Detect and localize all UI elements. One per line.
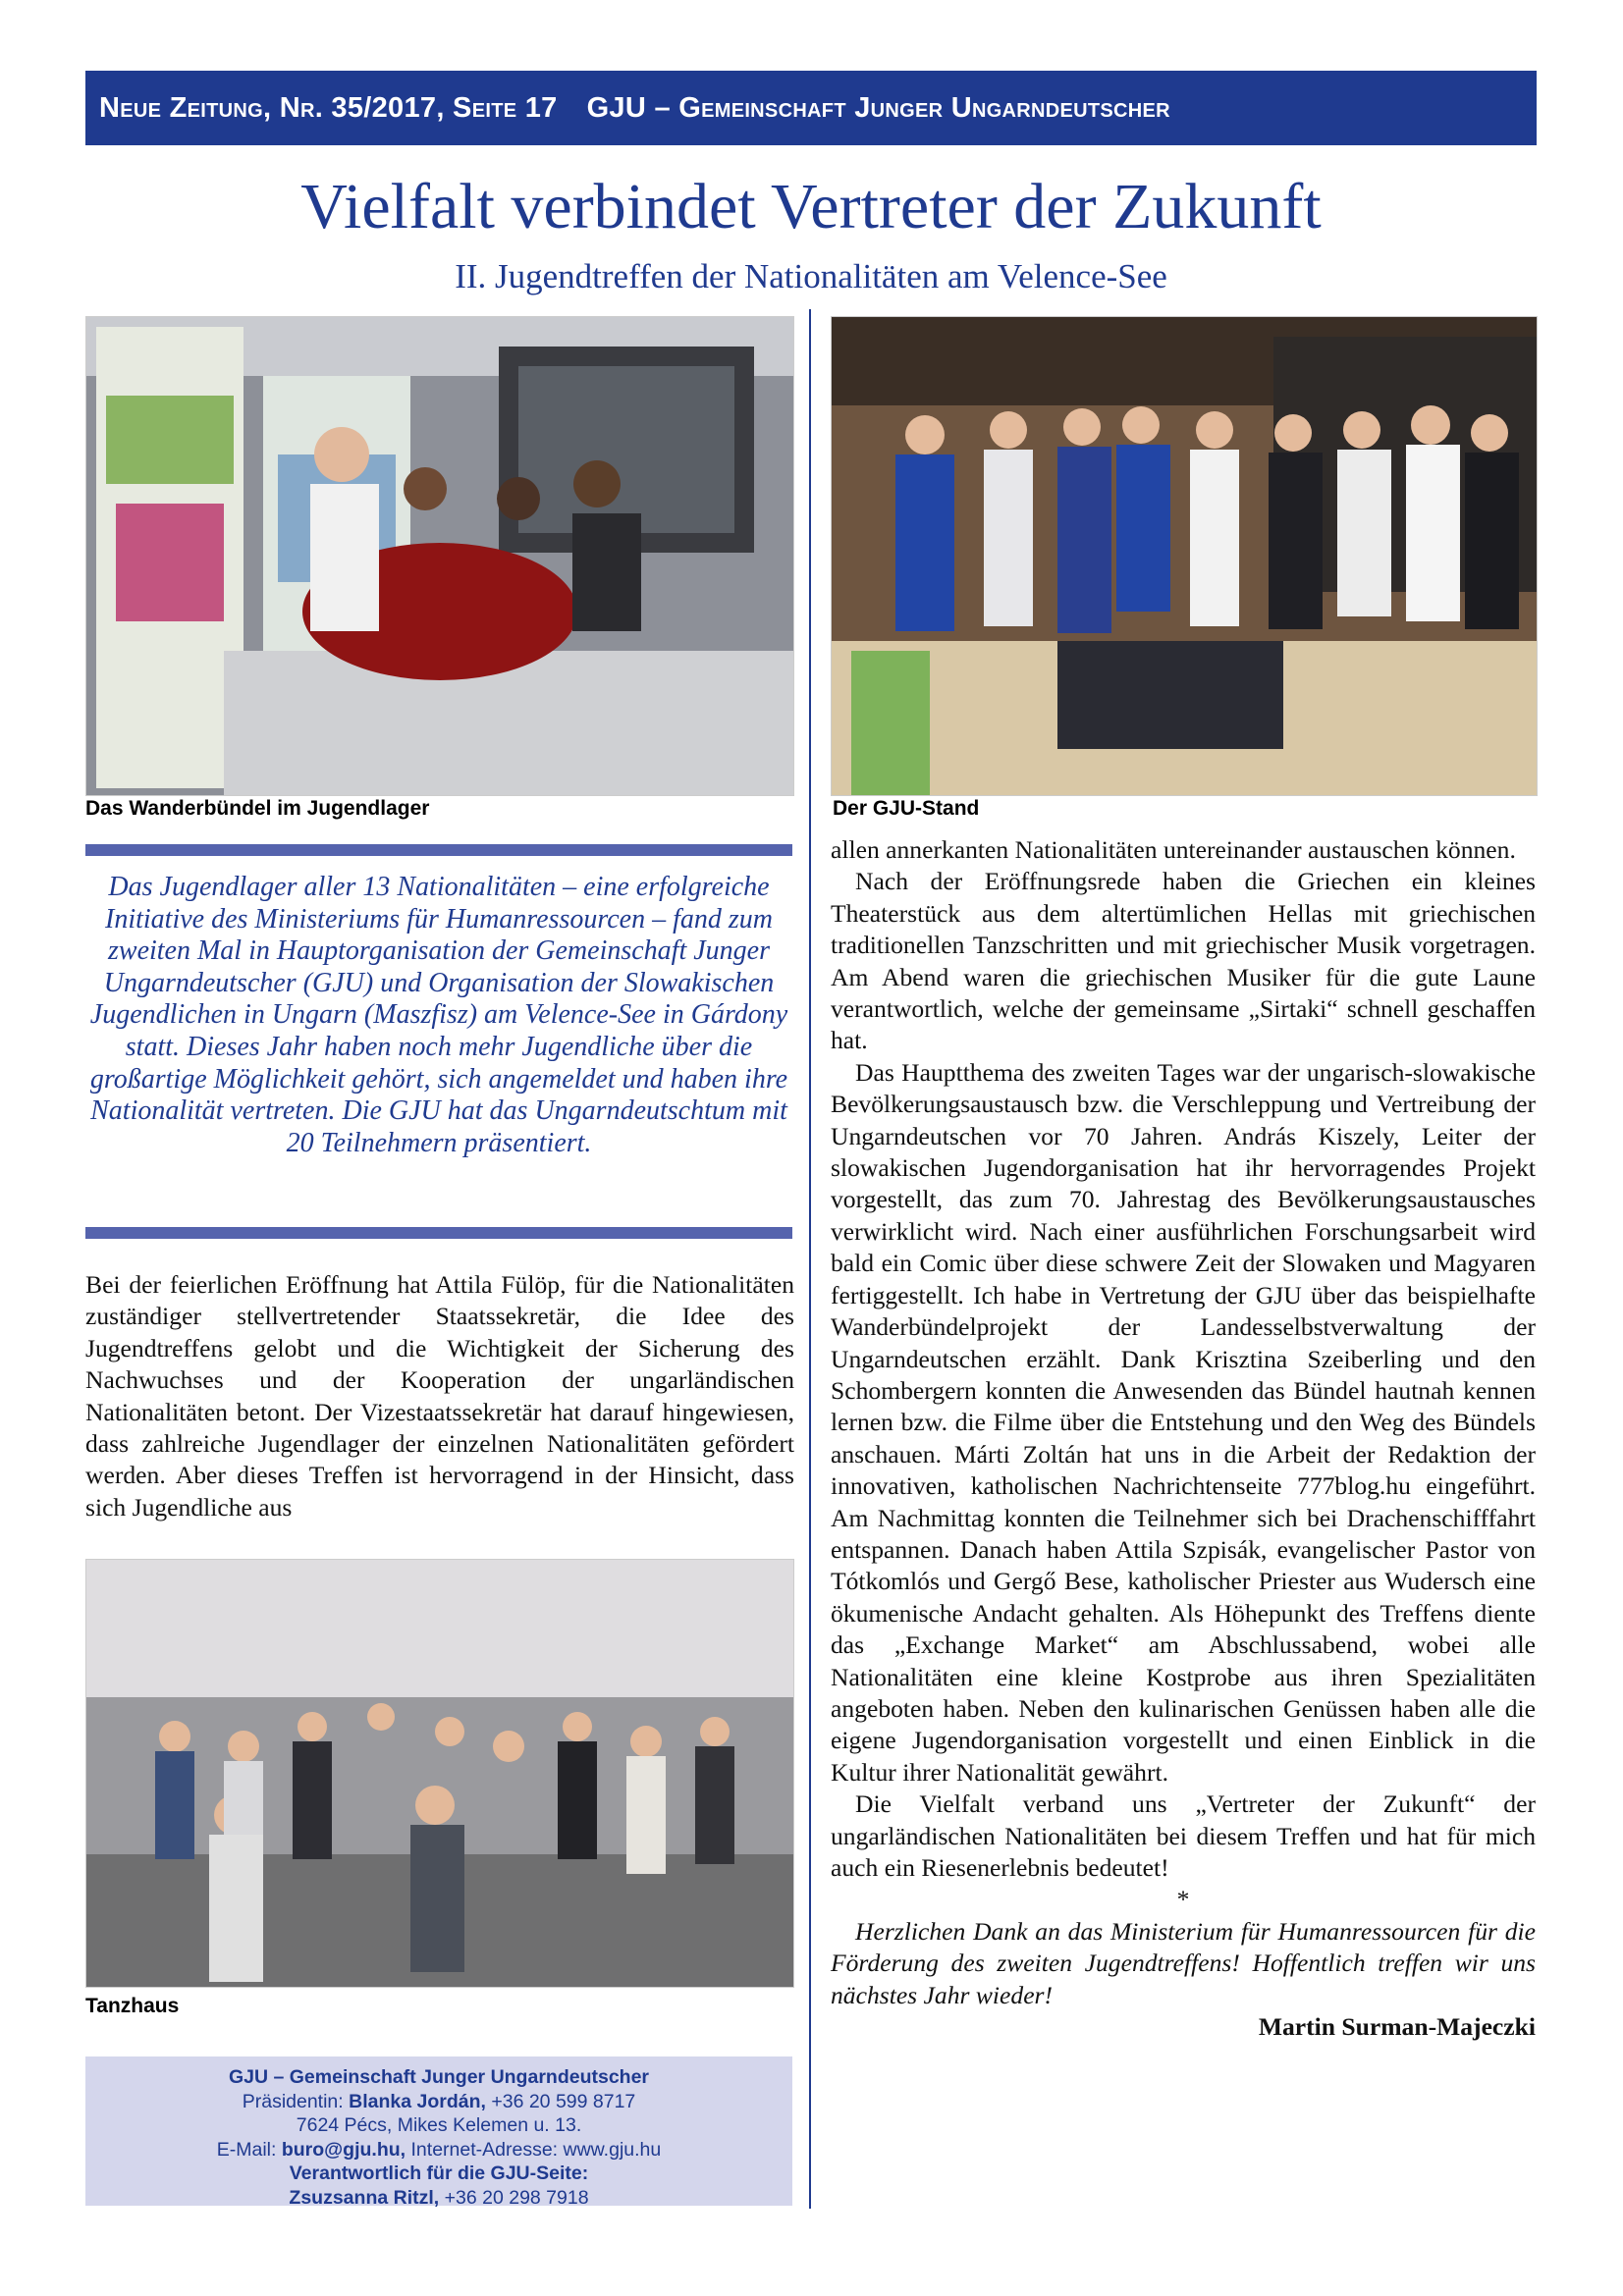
body-right-paragraph-1: Nach der Eröffnungsrede haben die Griechen ein kleines Theaterstück aus dem altertümlichen Hellas mit griechischen traditionellen Tanzschritten und mit griechischer Musik vorgetragen. Am Abend waren die griechischen Musiker für die gute Laune verantwortlich, welche der gemeinsame „Sirtaki“ schnell geschaffen hat. xyxy=(831,867,1536,1055)
page-banner xyxy=(85,71,1537,145)
photo-tanzhaus xyxy=(85,1559,794,1988)
article-headline: Vielfalt verbindet Vertreter der Zukunft xyxy=(300,171,1322,242)
contact-editor-phone: +36 20 298 7918 xyxy=(444,2186,589,2209)
contact-address: 7624 Pécs, Mikes Kelemen u. 13. xyxy=(296,2114,582,2136)
body-right-paragraph-2: Das Hauptthema des zweiten Tages war der ungarisch-slowakische Bevölkerungsaustausch bzw. die Verschleppung und Vertreibung der Ungarndeutschen vor 70 Jahren. András Kiszely, Leiter der slowakischen Jugendorganisation hat ihr hervorragendes Projekt vorgestellt, das zum 70. Jahrestag des Bevölkerungsaustausches verwirklicht wird. Nach einer ausführlichen Forschungsarbeit wird bald ein Comic über diese schwere Zeit der Slowaken und Magyaren fertiggestellt. Ich habe in Vertretung der GJU über das beispielhafte Wanderbündelprojekt der Landesselbstverwaltung der Ungarndeutschen erzählt. Dank Krisztina Szeiberling und den Schombergern konnten die Anwesenden das Bündel hautnah kennen lernen bzw. die Filme über die Entstehung und den Weg des Bündels anschauen. Márti Zoltán hat uns in die Arbeit der Redaktion der innovativen, katholischen Nachrichtenseite 777blog.hu eingeführt. Am Nachmittag konnten die Teilnehmer sich bei Drachenschifffahrt entspannen. Danach haben Attila Szpisák, evangelischer Pastor von Tótkomlós und Gergő Bese, katholischer Priester aus Wudersch eine ökumenische Andacht gehalten. Als Höhepunkt des Treffens diente das „Exchange Market“ am Abschlussabend, wobei alle Nationalitäten eine kleine Kostprobe aus ihren Spezialitäten angeboten haben. Neben den kulinarischen Genüssen haben alle die eigene Jugendorganisation vorgestellt und einen Einblick in die Kultur ihrer Nationalität gewährt. xyxy=(831,1057,1536,1787)
photo-caption-gju-stand: Der GJU-Stand xyxy=(833,797,980,820)
photo-caption-wanderbuendel: Das Wanderbündel im Jugendlager xyxy=(85,797,430,820)
section-separator-star: * xyxy=(1176,1885,1190,1914)
photo-wanderbuendel xyxy=(85,316,794,796)
thanks-paragraph: Herzlichen Dank an das Ministerium für Humanressourcen für die Förderung des zweiten Jugendtreffens! Hoffentlich treffen wir uns nächstes Jahr wieder! xyxy=(831,1916,1536,2009)
author-signature: Martin Surman-Majeczki xyxy=(1258,2012,1536,2042)
lead-top-rule xyxy=(85,844,792,856)
photo-gju-stand xyxy=(831,316,1538,796)
body-right-paragraph-0: allen annerkanten Nationalitäten untereinander austauschen können. xyxy=(831,835,1516,864)
banner-section: GJU – Gemeinschaft Junger Ungarndeutscher xyxy=(586,91,1170,124)
contact-email: buro@gju.hu, xyxy=(281,2138,406,2161)
lead-paragraph: Das Jugendlager aller 13 Nationalitäten – eine erfolgreiche Initiative des Ministeriums für Humanressourcen – fand zum zweiten Mal in Hauptorganisation der Gemeinschaft Junger Ungarndeutscher (GJU) und Organisation der Slowakischen Jugendlichen in Ungarn (Maszfisz) am Velence-See in Gárdony statt. Dieses Jahr haben noch mehr Jugendliche über die großartige Möglichkeit gehört, sich angemeldet und haben ihre Nationalität vertreten. Die GJU hat das Ungarndeutschtum mit 20 Teilnehmern präsentiert. xyxy=(89,872,788,1158)
contact-president-name: Blanka Jordán, xyxy=(349,2090,486,2112)
contact-org-title: GJU – Gemeinschaft Junger Ungarndeutscher xyxy=(228,2066,650,2088)
photo-caption-tanzhaus: Tanzhaus xyxy=(85,1995,180,2017)
contact-editor-name: Zsuzsanna Ritzl, xyxy=(289,2186,440,2209)
lead-bottom-rule xyxy=(85,1227,792,1239)
gju-contact-box xyxy=(85,2056,792,2209)
banner-issue: Neue Zeitung, Nr. 35/2017, Seite 17 xyxy=(99,91,558,124)
article-subheadline: II. Jugendtreffen der Nationalitäten am Velence-See xyxy=(455,257,1167,295)
contact-website: Internet-Adresse: www.gju.hu xyxy=(410,2138,662,2161)
contact-president-phone: +36 20 599 8717 xyxy=(491,2090,636,2112)
contact-email-label: E-Mail: xyxy=(216,2138,277,2161)
body-right-paragraph-3: Die Vielfalt verband uns „Vertreter der Zukunft“ der ungarländischen Nationalitäten bei diesem Treffen und hat für mich auch ein Riesenerlebnis bedeutet! xyxy=(831,1789,1536,1882)
body-left-paragraph: Bei der feierlichen Eröffnung hat Attila Fülöp, für die Nationalitäten zuständiger stellvertretender Staatssekretär, die Idee des Jugendtreffens gelobt und die Wichtigkeit der Sicherung des Nachwuchses und der Kooperation der ungarländischen Nationalitäten betont. Der Vizestaatssekretär hat darauf hingewiesen, dass zahlreiche Jugendlager der einzelnen Nationalitäten gefördert werden. Aber dieses Treffen ist hervorragend in der Hinsicht, dass sich Jugendliche aus xyxy=(85,1270,794,1522)
contact-president-label: Präsidentin: xyxy=(242,2090,344,2112)
column-divider xyxy=(809,309,811,2209)
contact-responsible-label: Verantwortlich für die GJU-Seite: xyxy=(289,2163,589,2184)
